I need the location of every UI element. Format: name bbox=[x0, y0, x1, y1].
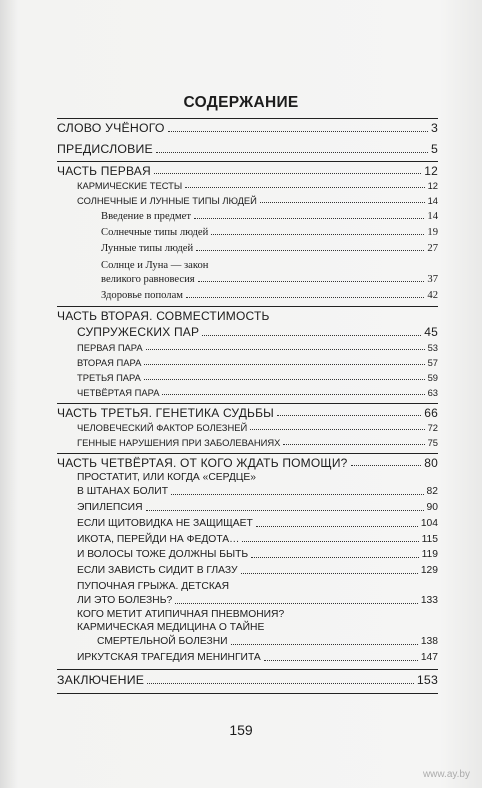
toc-entry[interactable] bbox=[57, 274, 438, 285]
dot-leader bbox=[251, 557, 418, 558]
toc-entry-page: 57 bbox=[427, 356, 438, 368]
toc-entry[interactable] bbox=[57, 290, 438, 301]
toc-entry[interactable] bbox=[57, 487, 438, 498]
toc-entry-title: ПРОСТАТИТ, ИЛИ КОГДА «СЕРДЦЕ» bbox=[77, 472, 257, 484]
toc-entry[interactable] bbox=[57, 143, 438, 156]
toc-entry-page: 12 bbox=[424, 163, 438, 178]
toc-entry-title: ВТОРАЯ ПАРА bbox=[77, 356, 142, 368]
toc-entry-title: СМЕРТЕЛЬНОЙ БОЛЕЗНИ bbox=[97, 636, 228, 648]
toc-entry-title: ПЕРВАЯ ПАРА bbox=[77, 342, 143, 353]
toc-entry-title: ИКОТА, ПЕРЕЙДИ НА ФЕДОТА… bbox=[77, 533, 240, 545]
toc-entry-title: ПУПОЧНАЯ ГРЫЖА. ДЕТСКАЯ bbox=[77, 581, 230, 593]
divider bbox=[57, 669, 438, 670]
toc-entry-title: ЧАСТЬ ТРЕТЬЯ. ГЕНЕТИКА СУДЬБЫ bbox=[57, 405, 274, 420]
dot-leader bbox=[260, 202, 425, 203]
toc-entry-title: СОЛНЕЧНЫЕ И ЛУННЫЕ ТИПЫ ЛЮДЕЙ bbox=[77, 195, 257, 207]
toc-entry-title: КАРМИЧЕСКАЯ МЕДИЦИНА О ТАЙНЕ bbox=[77, 622, 265, 634]
toc-entry-page: 3 bbox=[430, 121, 438, 135]
dot-leader bbox=[162, 394, 424, 395]
toc-entry[interactable] bbox=[57, 122, 438, 135]
toc-entry-line[interactable] bbox=[57, 473, 438, 484]
toc-entry-page: 14 bbox=[427, 211, 438, 223]
toc-entry[interactable] bbox=[57, 181, 438, 191]
toc-entry-title: СУПРУЖЕСКИХ ПАР bbox=[77, 325, 200, 340]
toc-entry[interactable] bbox=[57, 423, 438, 433]
toc-entry[interactable] bbox=[57, 438, 438, 448]
dot-leader bbox=[198, 281, 425, 282]
toc-entry-title: ИРКУТСКАЯ ТРАГЕДИЯ МЕНИНГИТА bbox=[77, 652, 261, 663]
divider bbox=[57, 403, 438, 404]
dot-leader bbox=[231, 644, 418, 645]
dot-leader bbox=[185, 187, 424, 188]
toc-entry[interactable] bbox=[57, 388, 438, 398]
toc-entry[interactable] bbox=[57, 596, 438, 607]
dot-leader bbox=[147, 683, 414, 684]
toc-entry-title: ЕСЛИ ЗАВИСТЬ СИДИТ В ГЛАЗУ bbox=[77, 565, 238, 577]
toc-entry[interactable] bbox=[57, 566, 438, 577]
toc-entry-page: 72 bbox=[427, 422, 438, 434]
dot-leader bbox=[194, 218, 424, 219]
toc-entry-page: 133 bbox=[420, 594, 438, 606]
toc-entry-line[interactable] bbox=[57, 310, 438, 323]
toc-entry-page: 27 bbox=[427, 243, 438, 255]
toc-entry-title: ЛИ ЭТО БОЛЕЗНЬ? bbox=[77, 594, 173, 606]
toc-entry-title: КОГО МЕТИТ АТИПИЧНАЯ ПНЕВМОНИЯ? bbox=[77, 608, 285, 620]
toc-entry-title: ГЕННЫЕ НАРУШЕНИЯ ПРИ ЗАБОЛЕВАНИЯХ bbox=[77, 436, 281, 448]
toc-entry[interactable] bbox=[57, 637, 438, 648]
toc-title: СОДЕРЖАНИЕ bbox=[183, 94, 299, 111]
toc-entry[interactable] bbox=[57, 457, 438, 470]
dot-leader bbox=[146, 349, 425, 350]
toc-entry[interactable] bbox=[57, 243, 438, 254]
toc-entry-line[interactable] bbox=[57, 623, 438, 634]
dot-leader bbox=[168, 131, 428, 132]
toc-entry-title: ЧЕЛОВЕЧЕСКИЙ ФАКТОР БОЛЕЗНЕЙ bbox=[77, 422, 248, 434]
toc-entry-page: 115 bbox=[421, 533, 438, 545]
toc-entry-page: 53 bbox=[427, 342, 438, 353]
toc-entry-page: 80 bbox=[424, 455, 438, 470]
divider bbox=[57, 118, 438, 119]
toc-entry[interactable] bbox=[57, 196, 438, 206]
dot-leader bbox=[196, 250, 424, 251]
dot-leader bbox=[175, 603, 418, 604]
toc-entry-page: 45 bbox=[424, 325, 438, 340]
toc-entry-title: ЧАСТЬ ВТОРАЯ. СОВМЕСТИМОСТЬ bbox=[57, 308, 270, 323]
dot-leader bbox=[171, 494, 424, 495]
dot-leader bbox=[250, 429, 424, 430]
divider bbox=[57, 306, 438, 307]
dot-leader bbox=[202, 335, 421, 336]
toc-entry[interactable] bbox=[57, 407, 438, 420]
toc-entry-title: Введение в предмет bbox=[101, 211, 191, 223]
toc-entry[interactable] bbox=[57, 343, 438, 353]
toc-entry[interactable] bbox=[57, 326, 438, 339]
toc-entry-page: 82 bbox=[426, 486, 438, 498]
dot-leader bbox=[156, 152, 428, 153]
toc-entry-page: 119 bbox=[421, 549, 438, 561]
divider bbox=[57, 453, 438, 454]
toc-entry[interactable] bbox=[57, 211, 438, 222]
toc-entry[interactable] bbox=[57, 550, 438, 561]
toc-entry-title: СЛОВО УЧЁНОГО bbox=[57, 121, 165, 135]
toc-entry-title: Солнечные типы людей bbox=[101, 227, 209, 239]
toc-entry-page: 66 bbox=[424, 405, 438, 420]
toc-entry-page: 12 bbox=[427, 180, 438, 192]
table-of-contents bbox=[57, 118, 438, 697]
toc-entry-title: ПРЕДИСЛОВИЕ bbox=[57, 141, 153, 156]
toc-entry-title: В ШТАНАХ БОЛИТ bbox=[77, 486, 168, 498]
dot-leader bbox=[256, 526, 418, 527]
toc-entry-page: 37 bbox=[427, 273, 438, 285]
toc-entry-title: ЭПИЛЕПСИЯ bbox=[77, 502, 143, 514]
dot-leader bbox=[351, 465, 422, 466]
dot-leader bbox=[242, 541, 418, 542]
divider bbox=[57, 693, 438, 694]
toc-entry-page: 19 bbox=[427, 227, 438, 239]
toc-entry[interactable] bbox=[57, 535, 438, 546]
toc-entry-page: 59 bbox=[427, 371, 438, 383]
toc-entry-page: 147 bbox=[420, 652, 438, 663]
toc-entry-page: 90 bbox=[426, 502, 438, 514]
toc-entry-page: 14 bbox=[427, 195, 438, 207]
dot-leader bbox=[264, 660, 418, 661]
toc-entry-title: ЕСЛИ ЩИТОВИДКА НЕ ЗАЩИЩАЕТ bbox=[77, 517, 253, 529]
dot-leader bbox=[211, 234, 424, 235]
dot-leader bbox=[186, 297, 424, 298]
toc-entry-title: КАРМИЧЕСКИЕ ТЕСТЫ bbox=[77, 180, 183, 192]
dot-leader bbox=[144, 364, 424, 365]
dot-leader bbox=[144, 379, 425, 380]
toc-entry-title: ЧАСТЬ ПЕРВАЯ bbox=[57, 163, 151, 178]
toc-entry-title: Солнце и Луна — закон bbox=[101, 260, 209, 272]
toc-entry-page: 104 bbox=[420, 517, 438, 529]
toc-entry-title: ТРЕТЬЯ ПАРА bbox=[77, 371, 141, 383]
page-number: 159 bbox=[229, 722, 253, 738]
toc-entry-line[interactable] bbox=[57, 582, 438, 593]
toc-entry[interactable] bbox=[57, 227, 438, 238]
toc-entry-title: Здоровье пополам bbox=[101, 289, 183, 301]
toc-entry[interactable] bbox=[57, 373, 438, 383]
toc-entry[interactable] bbox=[57, 653, 438, 664]
toc-entry-title: И ВОЛОСЫ ТОЖЕ ДОЛЖНЫ БЫТЬ bbox=[77, 549, 249, 561]
toc-entry[interactable] bbox=[57, 674, 438, 687]
toc-entry-line[interactable] bbox=[57, 260, 438, 271]
dot-leader bbox=[154, 173, 421, 174]
toc-entry-title: ЧЕТВЁРТАЯ ПАРА bbox=[77, 386, 160, 398]
toc-entry-page: 42 bbox=[427, 289, 438, 301]
toc-entry-title: Лунные типы людей bbox=[101, 243, 194, 255]
toc-entry-page: 75 bbox=[427, 436, 438, 448]
dot-leader bbox=[277, 415, 421, 416]
toc-entry-title: великого равновесия bbox=[101, 273, 195, 285]
toc-entry[interactable] bbox=[57, 165, 438, 178]
dot-leader bbox=[241, 573, 418, 574]
dot-leader bbox=[146, 510, 424, 511]
divider bbox=[57, 161, 438, 162]
toc-entry-page: 129 bbox=[420, 565, 438, 577]
toc-entry[interactable] bbox=[57, 519, 438, 530]
toc-entry[interactable] bbox=[57, 503, 438, 514]
toc-entry[interactable] bbox=[57, 358, 438, 368]
toc-entry-title: ЧАСТЬ ЧЕТВЁРТАЯ. ОТ КОГО ЖДАТЬ ПОМОЩИ? bbox=[57, 455, 348, 470]
watermark: www.ay.by bbox=[422, 769, 470, 780]
toc-entry-page: 153 bbox=[416, 672, 438, 687]
toc-entry-page: 138 bbox=[420, 636, 438, 648]
toc-entry-line[interactable] bbox=[57, 610, 438, 621]
toc-entry-title: ЗАКЛЮЧЕНИЕ bbox=[57, 672, 145, 687]
dot-leader bbox=[283, 444, 424, 445]
toc-entry-page: 5 bbox=[430, 141, 438, 156]
toc-entry-page: 63 bbox=[427, 386, 438, 398]
